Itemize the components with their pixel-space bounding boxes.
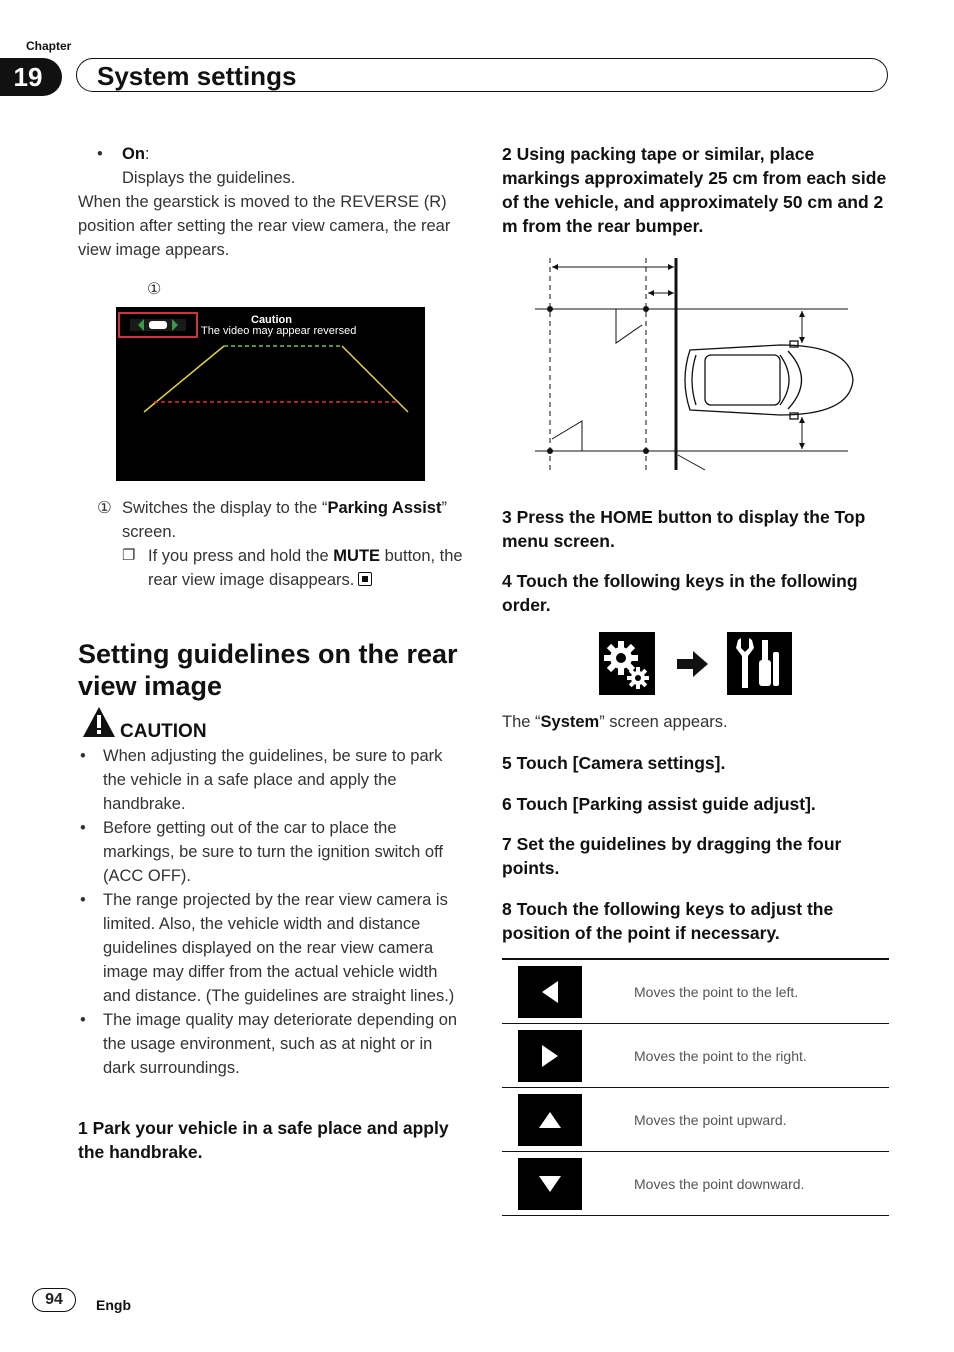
on-term: On xyxy=(122,145,145,163)
step-3: 3 Press the HOME button to display the Top menu screen. xyxy=(502,507,866,551)
warning-icon xyxy=(82,706,116,738)
system-key[interactable] xyxy=(727,632,792,695)
chapter-number: 19 xyxy=(0,58,62,96)
step-8: 8 Touch the following keys to adjust the position of the point if necessary. xyxy=(502,899,834,943)
chapter-label: Chapter xyxy=(26,39,72,53)
chapter-title: System settings xyxy=(97,61,297,91)
arrow-right-icon xyxy=(540,1044,560,1068)
down-key[interactable] xyxy=(518,1158,582,1210)
caution-item: • When adjusting the guidelines, be sure to park the vehicle in a safe place and apply the handbrake. xyxy=(78,744,468,816)
step-4: 4 Touch the following keys in the following order. xyxy=(502,571,858,615)
key-description: Moves the point to the right. xyxy=(608,1024,889,1088)
table-row xyxy=(502,960,889,1024)
language-code: Engb xyxy=(96,1297,131,1313)
step-7: 7 Set the guidelines by dragging the four points. xyxy=(502,834,842,878)
settings-key[interactable] xyxy=(599,632,655,695)
key-description: Moves the point downward. xyxy=(608,1152,889,1216)
caution-item: • Before getting out of the car to place the markings, be sure to turn the ignition switch off (ACC OFF). xyxy=(78,816,468,888)
note-mute: ❐ If you press and hold the MUTE button, the rear view image disappears. xyxy=(122,547,463,589)
arrow-left-icon xyxy=(540,980,560,1004)
screen-caution-title: Caution xyxy=(251,314,292,326)
tools-icon xyxy=(727,632,792,695)
note-parking-assist: ① Switches the display to the “Parking Assist” screen. xyxy=(97,499,447,541)
table-row xyxy=(502,1088,889,1152)
step-2: 2 Using packing tape or similar, place markings approximately 25 cm from each side of the vehicle, and approximately 50 cm and 2 m from the rear bumper. xyxy=(502,144,887,236)
caution-list xyxy=(78,744,468,1080)
arrow-up-icon xyxy=(538,1110,562,1130)
page-number: 94 xyxy=(32,1288,76,1312)
caution-label: CAUTION xyxy=(120,721,207,742)
section-title: Setting guidelines on the rear view image xyxy=(78,639,458,701)
left-key[interactable] xyxy=(518,966,582,1018)
system-screen-text: The “System” screen appears. xyxy=(502,713,728,731)
gears-icon xyxy=(599,632,655,695)
rear-view-screen-figure xyxy=(116,307,425,481)
arrow-down-icon xyxy=(538,1174,562,1194)
end-mark-icon xyxy=(358,572,372,586)
step-5: 5 Touch [Camera settings]. xyxy=(502,753,726,773)
right-key[interactable] xyxy=(518,1030,582,1082)
figure-callout: ① xyxy=(147,281,162,298)
keys-table xyxy=(502,958,889,1216)
on-desc: Displays the guidelines. xyxy=(122,169,296,187)
car-top-view-icon xyxy=(685,341,853,419)
caution-item: • The range projected by the rear view camera is limited. Also, the vehicle width and distance guidelines displayed on the rear view camera image may differ from the actual vehicle width and distance. (The guidelines are straight lines.) xyxy=(78,888,468,1008)
arrow-right-icon xyxy=(677,650,709,678)
parking-assist-icon xyxy=(130,319,186,331)
table-row xyxy=(502,1152,889,1216)
caution-item: • The image quality may deteriorate depending on the usage environment, such as at night or in dark surroundings. xyxy=(78,1008,468,1080)
key-description: Moves the point to the left. xyxy=(608,960,889,1024)
marking-diagram xyxy=(530,255,860,475)
up-key[interactable] xyxy=(518,1094,582,1146)
key-description: Moves the point upward. xyxy=(608,1088,889,1152)
screen-caution-subtitle: The video may appear reversed xyxy=(201,325,357,337)
table-row xyxy=(502,1024,889,1088)
step-1: 1 Park your vehicle in a safe place and apply the handbrake. xyxy=(78,1118,449,1162)
intro-paragraph: When the gearstick is moved to the REVERSE (R) position after setting the rear view camera, the rear view image appears. xyxy=(78,193,451,259)
step-6: 6 Touch [Parking assist guide adjust]. xyxy=(502,794,816,814)
